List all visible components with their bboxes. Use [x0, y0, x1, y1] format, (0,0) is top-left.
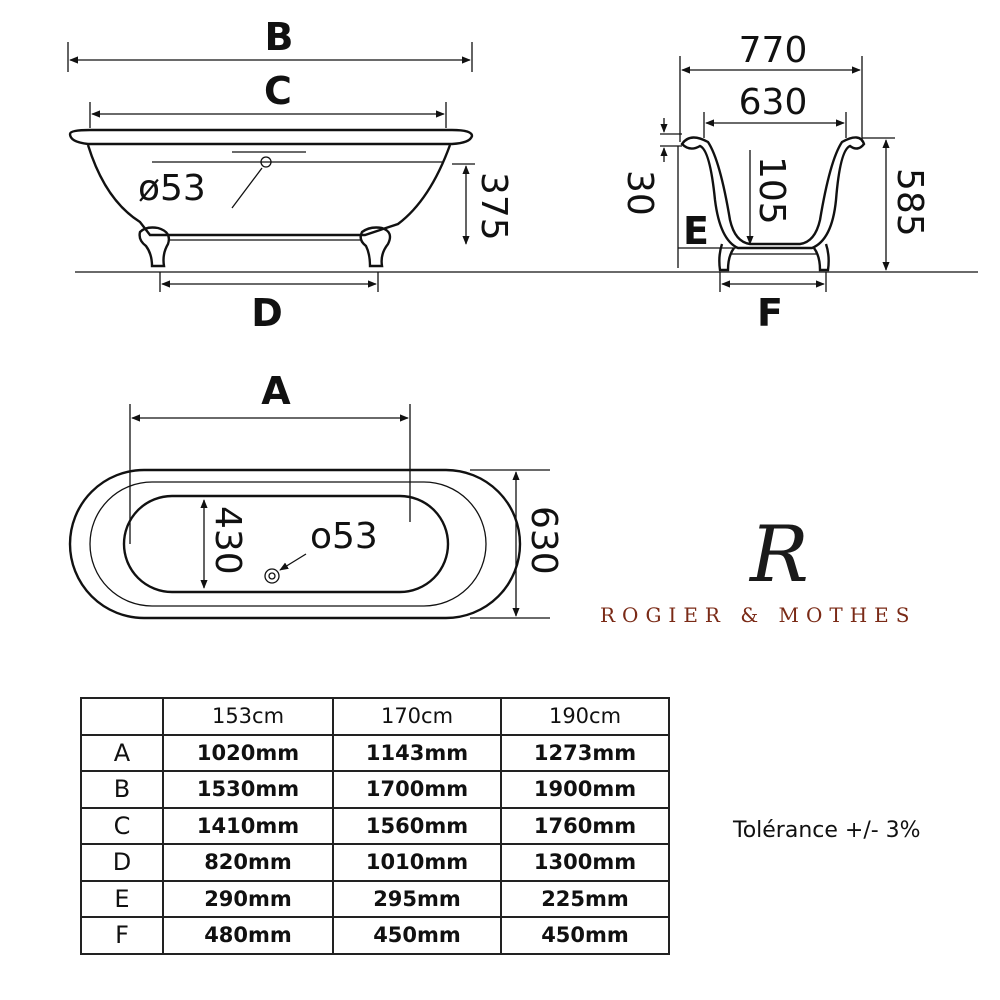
- top-outer-width-label: 630: [523, 506, 564, 575]
- top-basin: [124, 496, 448, 592]
- dim-d-label: D: [251, 291, 283, 335]
- end-f-label: F: [757, 291, 783, 335]
- tolerance-note: Tolérance +/- 3%: [733, 818, 921, 843]
- side-height-label: 375: [473, 172, 514, 241]
- top-drain-leader: [280, 554, 306, 570]
- end-depth-label: 105: [751, 156, 792, 225]
- table-cell: 1143mm: [333, 735, 501, 772]
- side-tub-rim: [70, 130, 472, 144]
- table-row-label: C: [81, 808, 163, 845]
- logo-brand-name: ROGIER & MOTHES: [600, 603, 917, 627]
- table-cell: 1273mm: [501, 735, 669, 772]
- top-drain-inner: [269, 573, 275, 579]
- table-row-label: A: [81, 735, 163, 772]
- end-outer-width-label: 770: [738, 30, 808, 71]
- top-view: [70, 369, 564, 618]
- table-row: [81, 735, 669, 772]
- top-drain-outer: [265, 569, 279, 583]
- end-foot-right: [814, 244, 829, 270]
- dimension-table: [80, 697, 670, 955]
- brand-logo: [600, 510, 1000, 635]
- table-header-cell: 190cm: [501, 698, 669, 735]
- table-row-label: B: [81, 771, 163, 808]
- table-cell: 450mm: [501, 917, 669, 954]
- table-header-cell: 170cm: [333, 698, 501, 735]
- table-row: [81, 771, 669, 808]
- end-height-label: 585: [889, 168, 930, 237]
- top-drain-label: o53: [310, 516, 378, 557]
- table-row: [81, 808, 669, 845]
- table-cell: 1900mm: [501, 771, 669, 808]
- side-foot-left: [140, 228, 169, 267]
- logo-monogram: R: [750, 510, 809, 600]
- top-inner-width-label: 430: [207, 506, 248, 575]
- drain-leader: [232, 168, 262, 208]
- side-view: [68, 15, 514, 335]
- table-row: [81, 881, 669, 918]
- table-cell: 225mm: [501, 881, 669, 918]
- dim-b-label: B: [264, 15, 294, 59]
- table-row-label: E: [81, 881, 163, 918]
- table-header-cell: [81, 698, 163, 735]
- table-header-cell: 153cm: [163, 698, 333, 735]
- table-cell: 295mm: [333, 881, 501, 918]
- table-cell: 1760mm: [501, 808, 669, 845]
- table-cell: 480mm: [163, 917, 333, 954]
- table-cell: 450mm: [333, 917, 501, 954]
- dim-a-label: A: [261, 369, 291, 413]
- table-row: [81, 917, 669, 954]
- table-cell: 1700mm: [333, 771, 501, 808]
- table-cell: 1560mm: [333, 808, 501, 845]
- end-view: [619, 30, 930, 335]
- end-rim-label: 30: [619, 170, 660, 216]
- table-row-label: D: [81, 844, 163, 881]
- side-foot-right: [361, 228, 390, 267]
- end-inner-width-label: 630: [738, 82, 808, 123]
- dim-c-label: C: [264, 69, 292, 113]
- end-e-label: E: [683, 209, 709, 253]
- table-cell: 1530mm: [163, 771, 333, 808]
- table-header-row: [81, 698, 669, 735]
- table-cell: 1410mm: [163, 808, 333, 845]
- table-cell: 1300mm: [501, 844, 669, 881]
- table-row-label: F: [81, 917, 163, 954]
- table-cell: 1020mm: [163, 735, 333, 772]
- table-cell: 290mm: [163, 881, 333, 918]
- side-drain-label: ø53: [138, 168, 206, 209]
- table-row: [81, 844, 669, 881]
- table-cell: 820mm: [163, 844, 333, 881]
- top-rim-outer: [70, 470, 520, 618]
- table-cell: 1010mm: [333, 844, 501, 881]
